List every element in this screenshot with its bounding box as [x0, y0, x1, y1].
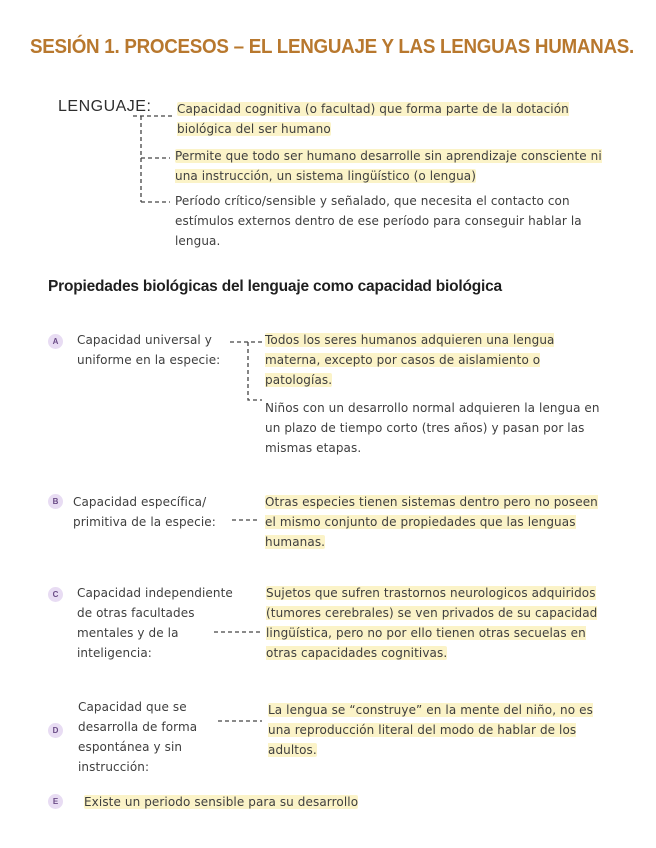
lenguaje-item-3: Período crítico/sensible y señalado, que necesita el contacto con estímulos externos dentro de ese período para conseguir hablar la lengua. [175, 194, 582, 248]
property-b-note-1: Otras especies tienen sistemas dentro pero no poseen el mismo conjunto de propiedades que las lenguas humanas. [265, 495, 598, 549]
badge-a: A [48, 334, 63, 349]
property-d-note-1: La lengua se “construye” en la mente del niño, no es una reproducción literal del modo de hablar de los adultos. [268, 703, 593, 757]
property-a-label: Capacidad universal y uniforme en la especie: [77, 333, 221, 367]
property-a-note-1: Todos los seres humanos adquieren una lengua materna, excepto por casos de aislamiento o patologías. [265, 333, 555, 387]
property-b-label: Capacidad específica/ primitiva de la especie: [73, 495, 216, 529]
property-c-note-1: Sujetos que sufren trastornos neurologicos adquiridos (tumores cerebrales) se ven privados de su capacidad lingüística, pero no por ello tienen otras secuelas en otras capacidades cognitivas. [266, 586, 598, 660]
lenguaje-item-2: Permite que todo ser humano desarrolle sin aprendizaje consciente ni una instrucción, un sistema lingüístico (o lengua) [175, 149, 602, 183]
page-title: SESIÓN 1. PROCESOS – EL LENGUAJE Y LAS LENGUAS HUMANAS. [30, 36, 634, 58]
lenguaje-label: LENGUAJE: [58, 98, 152, 115]
badge-c: C [48, 587, 63, 602]
section-title: Propiedades biológicas del lenguaje como capacidad biológica [48, 278, 502, 295]
property-e-label: Existe un periodo sensible para su desarrollo [84, 795, 359, 809]
property-a-note-2: Niños con un desarrollo normal adquieren la lengua en un plazo de tiempo corto (tres años) y pasan por las mismas etapas. [265, 401, 600, 455]
lenguaje-item-1: Capacidad cognitiva (o facultad) que forma parte de la dotación biológica del ser humano [177, 102, 569, 136]
badge-b: B [48, 494, 63, 509]
property-c-label: Capacidad independiente de otras facultades mentales y de la inteligencia: [77, 586, 233, 660]
badge-e: E [48, 794, 63, 809]
badge-d: D [48, 723, 63, 738]
lenguaje-connector [133, 116, 172, 202]
property-d-label: Capacidad que se desarrolla de forma espontánea y sin instrucción: [78, 700, 198, 774]
